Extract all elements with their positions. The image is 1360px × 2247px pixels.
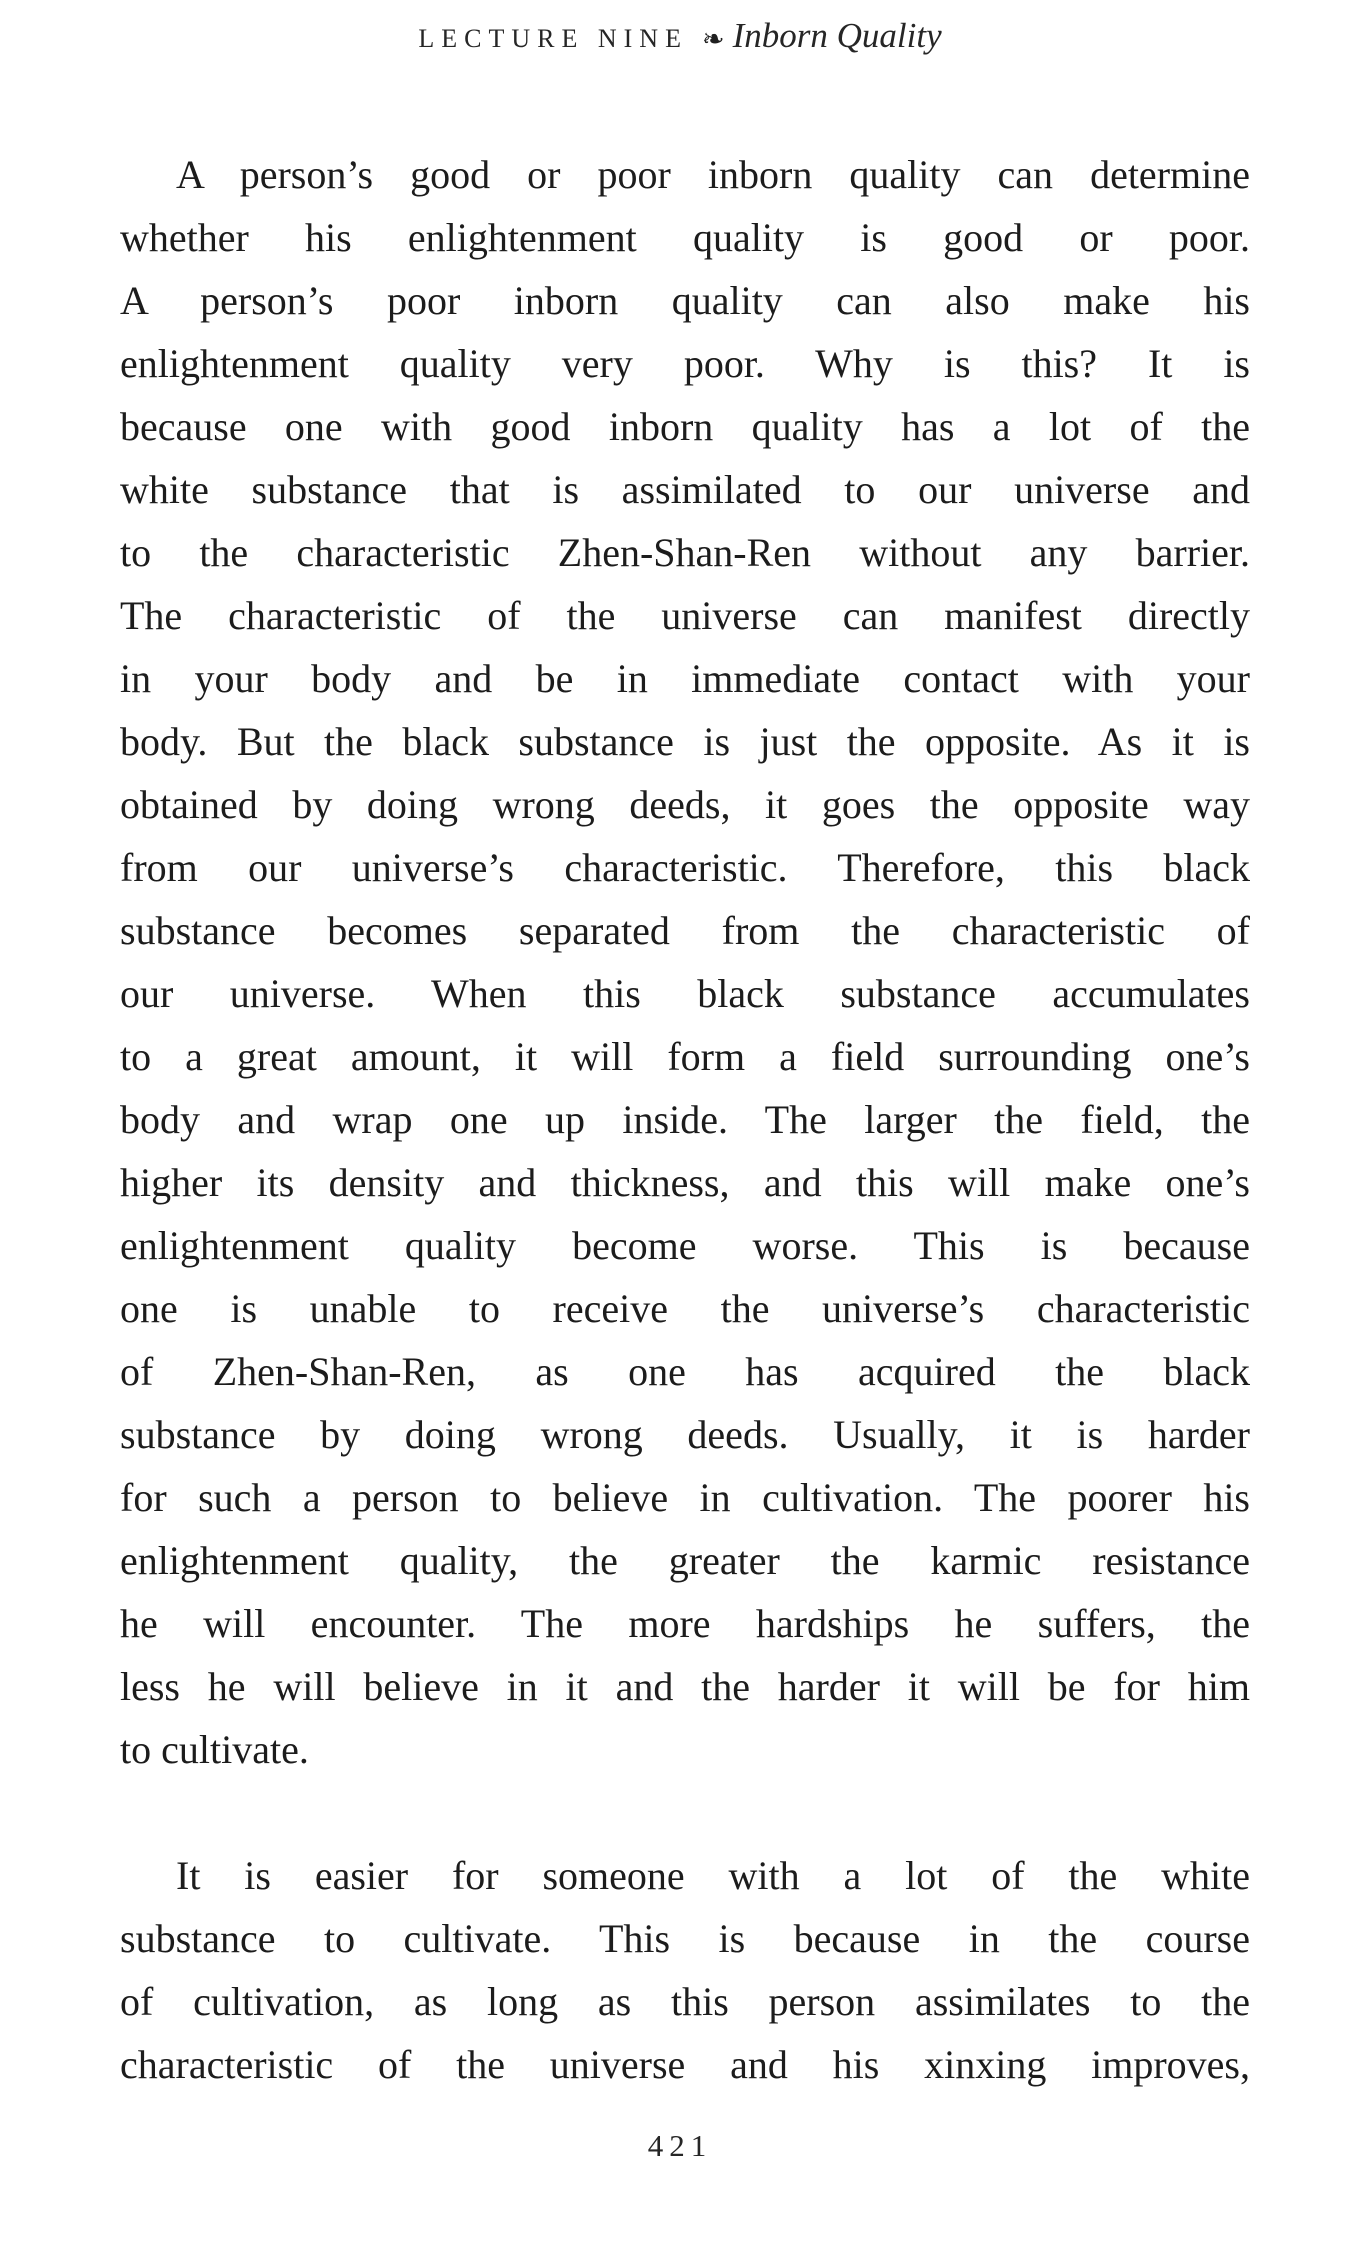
text-line: whether his enlightenment quality is good or poor. — [120, 215, 1250, 260]
text-line: A person’s poor inborn quality can also make his — [120, 278, 1250, 323]
chapter-title: Inborn Quality — [732, 16, 942, 55]
text-line: white substance that is assimilated to our universe and — [120, 467, 1250, 512]
text-line: enlightenment quality become worse. This is because — [120, 1223, 1250, 1268]
text-line: to a great amount, it will form a field surrounding one’s — [120, 1034, 1250, 1079]
text-line: because one with good inborn quality has a lot of the — [120, 404, 1250, 449]
text-line: for such a person to believe in cultivation. The poorer his — [120, 1475, 1250, 1520]
body-text — [120, 143, 1250, 2096]
text-line: substance to cultivate. This is because in the course — [120, 1916, 1250, 1961]
text-line: of Zhen-Shan-Ren, as one has acquired the black — [120, 1349, 1250, 1394]
text-line: to the characteristic Zhen-Shan-Ren without any barrier. — [120, 530, 1250, 575]
text-line: The characteristic of the universe can manifest directly — [120, 593, 1250, 638]
text-line: in your body and be in immediate contact with your — [120, 656, 1250, 701]
text-line: body and wrap one up inside. The larger the field, the — [120, 1097, 1250, 1142]
text-line: substance becomes separated from the characteristic of — [120, 908, 1250, 953]
text-line: one is unable to receive the universe’s characteristic — [120, 1286, 1250, 1331]
text-line: less he will believe in it and the harder it will be for him — [120, 1664, 1250, 1709]
text-line: substance by doing wrong deeds. Usually, it is harder — [120, 1412, 1250, 1457]
text-line: characteristic of the universe and his xinxing improves, — [120, 2042, 1250, 2087]
text-line: to cultivate. — [120, 1727, 309, 1772]
text-line: higher its density and thickness, and this will make one’s — [120, 1160, 1250, 1205]
text-line: obtained by doing wrong deeds, it goes the opposite way — [120, 782, 1250, 827]
text-line: It is easier for someone with a lot of the white — [176, 1853, 1250, 1898]
text-line: A person’s good or poor inborn quality can determine — [176, 152, 1250, 197]
running-header — [0, 16, 1360, 56]
text-line: enlightenment quality very poor. Why is this? It is — [120, 341, 1250, 386]
lecture-label: LECTURE NINE — [418, 24, 688, 53]
text-line: from our universe’s characteristic. Therefore, this black — [120, 845, 1250, 890]
paragraph — [120, 143, 1250, 1781]
text-line: he will encounter. The more hardships he suffers, the — [120, 1601, 1250, 1646]
text-line: of cultivation, as long as this person assimilates to the — [120, 1979, 1250, 2024]
text-line: our universe. When this black substance accumulates — [120, 971, 1250, 1016]
text-line: body. But the black substance is just the opposite. As it is — [120, 719, 1250, 764]
fleuron-ornament-icon: ❧ — [701, 24, 725, 54]
paragraph — [120, 1844, 1250, 2096]
text-line: enlightenment quality, the greater the karmic resistance — [120, 1538, 1250, 1583]
page-number: 421 — [647, 2128, 713, 2163]
